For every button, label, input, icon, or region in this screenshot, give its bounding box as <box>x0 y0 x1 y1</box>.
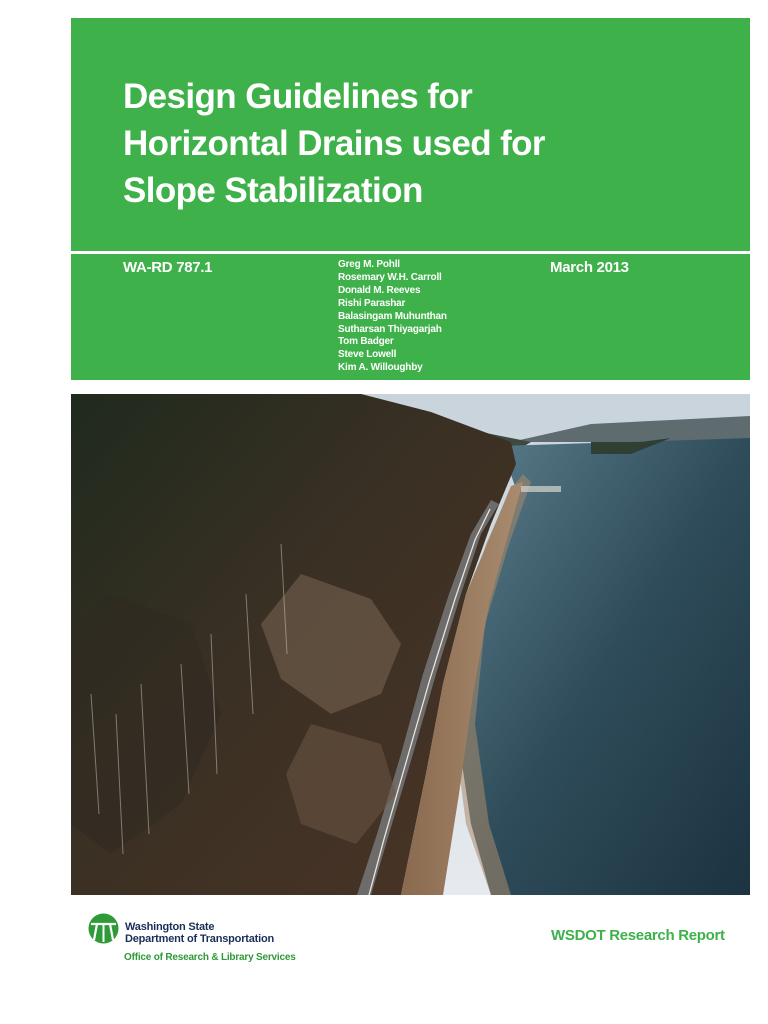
author-list <box>338 259 447 375</box>
author-name: Donald M. Reeves <box>338 284 421 296</box>
agency-line: Department of Transportation <box>125 933 275 945</box>
author-name: Rosemary W.H. Carroll <box>338 271 442 283</box>
author-name: Greg M. Pohll <box>338 259 400 270</box>
title-line: Design Guidelines for <box>123 77 473 116</box>
author-name: Sutharsan Thiyagarjah <box>338 323 442 335</box>
agency-line: Washington State <box>125 921 215 933</box>
info-block <box>71 254 750 380</box>
report-series: WSDOT Research Report <box>551 927 725 944</box>
title-line: Horizontal Drains used for <box>123 124 545 163</box>
wsdot-logo-icon <box>88 913 119 944</box>
title-block <box>71 18 750 251</box>
agency-name <box>125 921 274 945</box>
office-name: Office of Research & Library Services <box>124 952 296 963</box>
author-name: Tom Badger <box>338 336 394 348</box>
author-name: Rishi Parashar <box>338 297 406 309</box>
author-name: Kim A. Willoughby <box>338 362 423 374</box>
title-line: Slope Stabilization <box>123 171 423 210</box>
report-number: WA-RD 787.1 <box>123 259 213 276</box>
author-name: Steve Lowell <box>338 349 397 361</box>
author-name: Balasingam Muhunthan <box>338 310 447 322</box>
report-title <box>123 73 545 214</box>
publication-date: March 2013 <box>550 259 629 276</box>
cover-photo <box>71 394 750 895</box>
